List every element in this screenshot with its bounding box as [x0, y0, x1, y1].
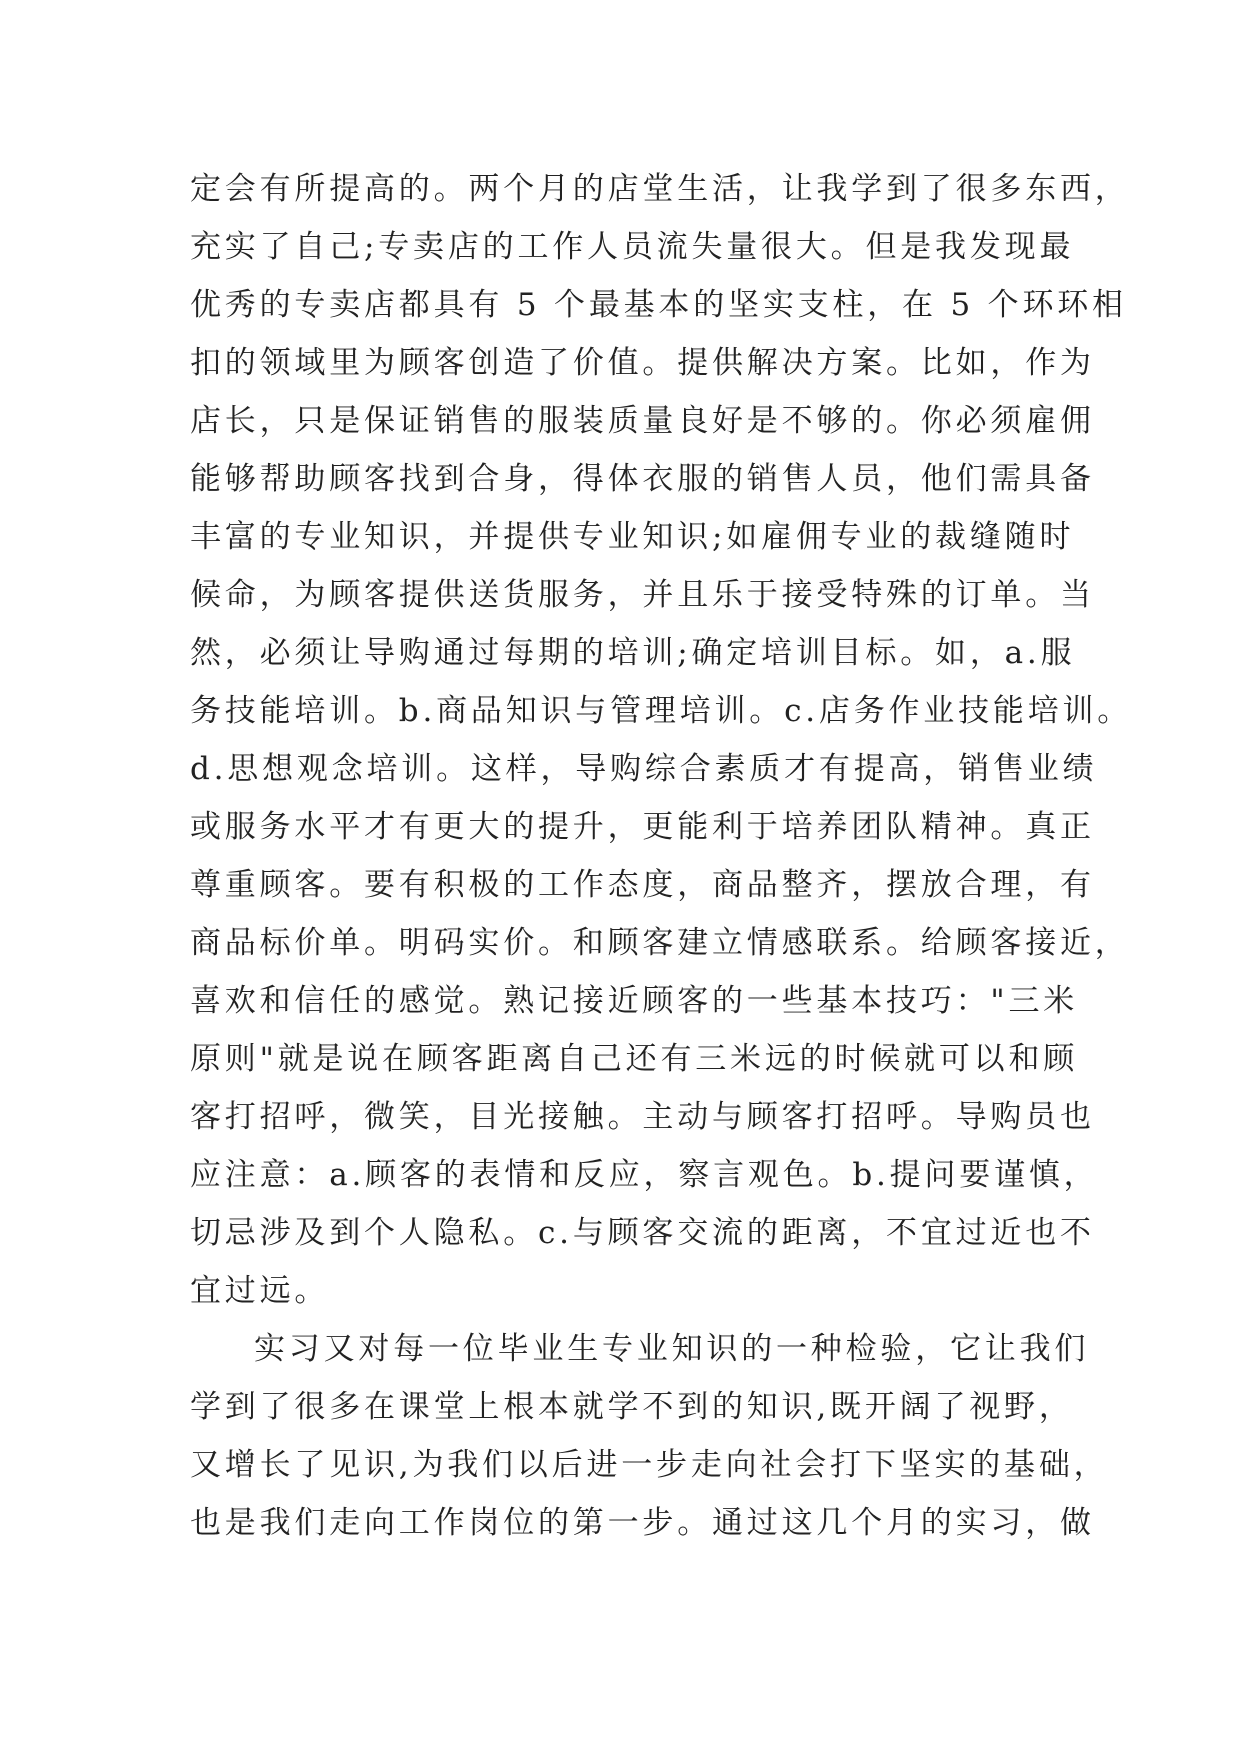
body-text [190, 160, 1133, 1552]
text-line: 优秀的专卖店都具有 5 个最基本的坚实支柱，在 5 个环环相 [190, 287, 1127, 323]
text-line: 务技能培训。b.商品知识与管理培训。c.店务作业技能培训。 [190, 693, 1133, 729]
text-line: 店长，只是保证销售的服装质量良好是不够的。你必须雇佣 [190, 403, 1095, 439]
text-line: 实习又对每一位毕业生专业知识的一种检验，它让我们 [254, 1331, 1090, 1367]
text-line: 然，必须让导购通过每期的培训;确定培训目标。如，a.服 [190, 635, 1076, 671]
text-line: 扣的领域里为顾客创造了价值。提供解决方案。比如，作为 [190, 345, 1095, 381]
paragraph-1 [190, 160, 1133, 1320]
text-line: 喜欢和信任的感觉。熟记接近顾客的一些基本技巧："三米 [190, 983, 1079, 1019]
text-line: 应注意：a.顾客的表情和反应，察言观色。b.提问要谨慎， [190, 1157, 1099, 1193]
text-line: 尊重顾客。要有积极的工作态度，商品整齐，摆放合理，有 [190, 867, 1095, 903]
text-line: 切忌涉及到个人隐私。c.与顾客交流的距离，不宜过近也不 [190, 1215, 1095, 1251]
text-line: 商品标价单。明码实价。和顾客建立情感联系。给顾客接近， [190, 925, 1130, 961]
text-line: 候命，为顾客提供送货服务，并且乐于接受特殊的订单。当 [190, 577, 1095, 613]
text-line: 客打招呼，微笑，目光接触。主动与顾客打招呼。导购员也 [190, 1099, 1095, 1135]
text-line: 又增长了见识,为我们以后进一步走向社会打下坚实的基础， [190, 1447, 1109, 1483]
text-line: 能够帮助顾客找到合身，得体衣服的销售人员，他们需具备 [190, 461, 1095, 497]
text-line: 丰富的专业知识，并提供专业知识;如雇佣专业的裁缝随时 [190, 519, 1075, 555]
text-line: 原则"就是说在顾客距离自己还有三米远的时候就可以和顾 [190, 1041, 1079, 1077]
text-line: 充实了自己;专卖店的工作人员流失量很大。但是我发现最 [190, 229, 1075, 265]
text-line: 也是我们走向工作岗位的第一步。通过这几个月的实习，做 [190, 1505, 1095, 1541]
text-line: 学到了很多在课堂上根本就学不到的知识,既开阔了视野， [190, 1389, 1074, 1425]
paragraph-2 [190, 1320, 1109, 1552]
text-line: 定会有所提高的。两个月的店堂生活，让我学到了很多东西， [190, 171, 1130, 207]
text-line: d.思想观念培训。这样，导购综合素质才有提高，销售业绩 [190, 751, 1098, 787]
text-line: 宜过远。 [190, 1273, 330, 1309]
text-line: 或服务水平才有更大的提升，更能利于培养团队精神。真正 [190, 809, 1095, 845]
